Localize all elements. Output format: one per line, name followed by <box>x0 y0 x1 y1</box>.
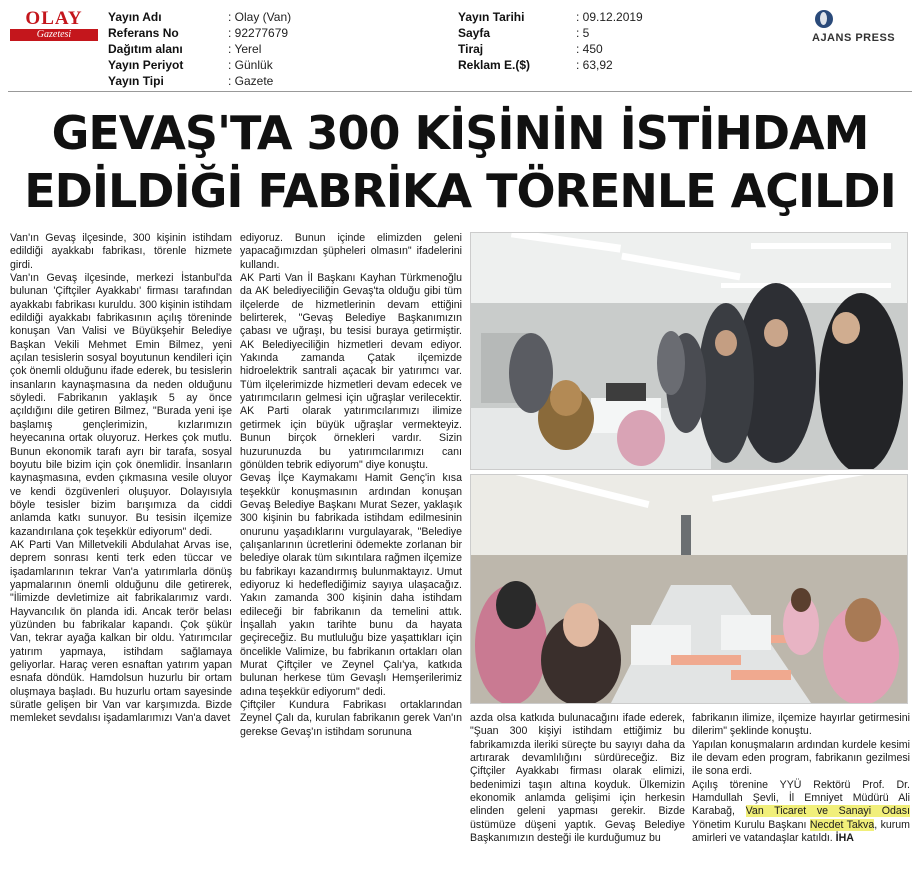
highlighted-organization: Van Ticaret ve Sanayi Odası <box>745 805 910 818</box>
field-row <box>458 57 696 73</box>
field-label: Yayın Adı <box>108 10 162 24</box>
paragraph: fabrikanın ilimize, ilçemize hayırlar getirmesini dilerim" şeklinde konuştu. <box>692 712 910 738</box>
paragraph: Van'ın Gevaş ilçesinde, merkezi İstanbul'da bulunan 'Çiftçiler Ayakkabı' firması tarafından ayakkabı fabrikası kuruldu. 300 kişinin istihdam edildiği ayakkabı fabrikasının açılış töreninde konuşan Van Valisi ve Büyükşehir Belediye Başkan Vekili Mehmet Emin Bilmez, yeni açılan tesislerin sosyal boyutunun kendileri için çok önemli olduğunu ifade ederek, bu tesislerin insanların kaynaşmasına da neden olduğunu söyledi. Fabrikanın yaklaşık 5 ay önce açıldığını dile getiren Bilmez, "Burada yeni işe başlamış gençlerimizin, kızlarımızın heyecanına ortak oluyoruz. Herkes çok mutlu. Bunun ekonomik tarafı ayrı bir tarafa, sosyal boyutu bile bizim için çok önemlidir. İnsanların kaynaşmasına, evden çıkmasına vesile oluyor ve kendi özgüvenleri oluşuyor. Dolayısıyla böyle tesisler bizim barışımıza da ciddi anlamda katkı sunuyor. Bu tesisin ilçemize kazandırılana çok teşekkür ediyorum" dedi. <box>10 272 232 538</box>
field-value: : Günlük <box>228 58 273 72</box>
field-value: : 450 <box>576 42 603 56</box>
field-label: Referans No <box>108 26 179 40</box>
field-row <box>458 41 696 57</box>
field-label: Sayfa <box>458 26 491 40</box>
field-value: : Gazete <box>228 74 274 88</box>
paragraph: AK Parti Van Milletvekili Abdulahat Arvas ise, deprem sonrası kenti terk eden tüccar ve işadamlarının tekrar Van'a yatırımlarla dönüş yapmalarının önemli olduğunu dile getirerek, "İlimizde devletimize ait fabrikalarımız vardı. Hayvancılık ön planda idi. Ancak terör belası yüzünden bu fabrikalar kapandı. Çok şükür Van, tekrar ayağa kalkan bir oldu. Yatırımcılar yatırım yapmaya, istihdam sağlamaya geliyorlar. Haraç veren esnaftan yatırım yapan esnafa döndük. Hamdolsun huzurlu bir ortam oluşmaya başladı. Bu huzurlu ortam sayesinde süratle gelişen bir Van var karşımızda. Bizde memleket sevdalısı işadamlarımızı Van'a davet <box>10 538 232 725</box>
photo-ceremony <box>470 232 908 470</box>
paragraph: azda olsa katkıda bulunacağını ifade ederek, "Şuan 300 kişiyi istihdam ettiğimiz bu fabrikamızda ileriki süreçte bu sayıyı daha da artırarak devamlılığını sürdüreceğiz. Biz Çiftçiler Ayakkabı firması olarak elimizi, bedenimizi taşın altına koyduk. Ülkemizin ekonomik anlamda gelişimi için herkesin elinden geleni yapması gerekir. Bizde üstümüze düşeni yaptık. Gevaş Belediye Başkanımızın desteği ile kurduğumuz bu <box>470 712 685 845</box>
field-row <box>458 9 696 25</box>
paragraph: Yapılan konuşmaların ardından kurdele kesimi ile devam eden program, fabrikanın gezilmesi ile sona erdi. <box>692 738 910 778</box>
attendees-text: , kurum amirleri ve vatandaşlar katıldı. <box>692 818 911 845</box>
highlighted-person: Necdet Takva <box>809 818 875 831</box>
headline-line-2: EDİLDİĞİ FABRİKA TÖRENLE AÇILDI <box>24 164 896 218</box>
headline-line-1: GEVAŞ'TA 300 KİŞİNİN İSTİHDAM <box>51 106 869 160</box>
agency-logo <box>810 10 914 50</box>
field-row <box>108 57 448 73</box>
photo-workshop <box>470 474 908 704</box>
headline <box>0 104 920 220</box>
agency-name: AJANS PRESS <box>812 32 896 44</box>
field-value: : 92277679 <box>228 26 289 40</box>
field-value: : 63,92 <box>576 58 613 72</box>
field-value: : Yerel <box>228 42 262 56</box>
field-value: : 09.12.2019 <box>576 10 643 24</box>
article-column-4 <box>692 712 910 845</box>
globe-icon <box>815 10 833 28</box>
field-label: Dağıtım alanı <box>108 42 183 56</box>
header-divider <box>8 91 912 92</box>
news-source: İHA <box>832 832 854 845</box>
photo-workshop-image <box>471 475 907 703</box>
article-column-3 <box>470 712 685 845</box>
paragraph: Çiftçiler Kundura Fabrikası ortaklarından Zeynel Çalı da, kurulan fabrikanın gerek Van'ın gerekse Gevaş'ın istihdam sorununa <box>240 699 462 738</box>
field-label: Reklam E.($) <box>458 58 531 72</box>
field-label: Yayın Tarihi <box>458 10 525 24</box>
publication-fields <box>108 9 448 89</box>
article-column-2 <box>240 232 462 739</box>
field-label: Yayın Tipi <box>108 74 164 88</box>
field-row <box>108 41 448 57</box>
photo-ceremony-image <box>471 233 907 469</box>
field-value: : 5 <box>576 26 590 40</box>
paragraph: ediyoruz. Bunun içinde elimizden geleni yapacağımızdan şüpheleri olmasın" ifadelerini kullandı. <box>240 232 462 271</box>
logo-sub: Gazetesi <box>10 29 98 41</box>
paragraph: Van'ın Gevaş ilçesinde, 300 kişinin istihdam edildiği ayakkabı fabrikası, törenle hizmete girdi. <box>10 232 232 271</box>
clipping-header <box>0 0 920 92</box>
newspaper-logo <box>10 8 98 42</box>
attendees-text: Yönetim Kurulu Başkanı <box>692 818 810 831</box>
field-row <box>458 25 696 41</box>
field-value: : Olay (Van) <box>228 10 292 24</box>
paragraph: AK Parti Van İl Başkanı Kayhan Türkmenoğlu da AK belediyeciliğin Gevaş'ta olduğu gibi tüm ilçelerde de hizmetlerinin devam ettiğini belirterek, "Gevaş Belediye Başkanımızın çabası ve uğraşı, bu tesisi buraya getirmiştir. AK Belediyeciliğin hizmetleri devam ediyor. Yakında zamanda Çatak ilçemizde hidroelektrik santrali açacak bir yatırımcı var. Tüm ilçelerimizde hizmetleri devam edecek ve yatırımcıların gelmesi için uğraşlar verilecektir. AK Parti olarak yatırımcılarımızı ilimize getirmek için büyük uğraşlar vermekteyiz. Bunun birçok örnekleri vardır. Sizin huzurunuzda bu yatırımcılarımızı canı gönülden tebrik ediyorum" diye konuştu. <box>240 272 462 471</box>
attendees-text: Açılış törenine YYÜ Rektörü Prof. Dr. Hamdullah Şevli, İl Emniyet Müdürü Ali Karabağ, <box>692 778 910 818</box>
paragraph: Gevaş İlçe Kaymakamı Hamit Genç'in kısa teşekkür konuşmasının ardından konuşan Gevaş Belediye Başkanı Murat Sezer, yaklaşık 300 kişinin bu fabrikada istihdam edilmesinin onurunu yaşadıklarını vurgulayarak, "Belediye çalışanlarının ücretlerini ödemekte zorlanan bir belediye olarak tüm sıkıntılara rağmen ilçemize bu fabrikayı kazandırmış bulunmaktayız. Umut ediyoruz ki hedeflediğimiz sayıya ulaşacağız. Yakın zamanda 300 kişinin daha istihdam edileceği bir fabrikanın da temelini attık. İnşallah yakın tarihte bunu da hayata geçireceğiz. Bu mutluluğu bize yaşattıkları için öncelikle Valimize, bu fabrikanın ortakları olan Murat Çiftçiler ve Zeynel Çalı'ya, katkıda bulunan herkese tüm Gevaşlı Hemşerilerimiz adına teşekkür ediyorum" dedi. <box>240 472 462 698</box>
article-column-1 <box>10 232 232 726</box>
field-label: Yayın Periyot <box>108 58 184 72</box>
field-row <box>108 9 448 25</box>
paragraph <box>692 779 910 846</box>
field-label: Tiraj <box>458 42 484 56</box>
logo-main: OLAY <box>25 8 83 29</box>
field-row <box>108 25 448 41</box>
field-row <box>108 73 448 89</box>
publication-stats <box>458 9 696 73</box>
